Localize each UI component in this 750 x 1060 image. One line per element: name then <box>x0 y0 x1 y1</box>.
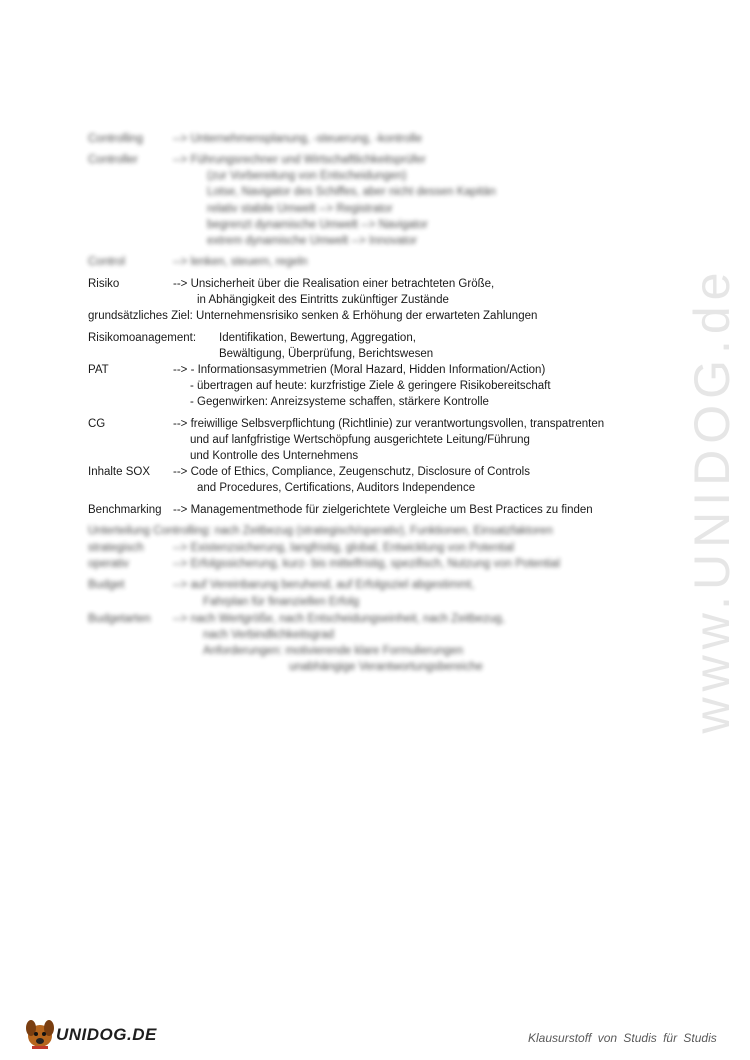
footer-tagline: Klausurstoff von Studis für Studis <box>528 1031 717 1045</box>
blurred-text: --> Existenzsicherung, langfristig, global, Entwicklung von Potential <box>173 542 515 554</box>
blurred-text: begrenzt dynamische Umwelt --> Navigator <box>207 219 428 231</box>
pat-line-2: - übertragen auf heute: kurzfristige Ziele & geringere Risikobereitschaft <box>190 380 551 392</box>
risiko-label: Risiko <box>88 278 120 290</box>
blurred-label: Controlling <box>88 133 143 145</box>
unidog-logo <box>22 1016 162 1050</box>
risiko-line-1: --> Unsicherheit über die Realisation einer betrachteten Größe, <box>173 278 495 290</box>
blurred-text: --> nach Wertgröße, nach Entscheidungseinheit, nach Zeitbezug, <box>173 613 505 625</box>
benchmarking-line-1: --> Managementmethode für zielgerichtete Vergleiche um Best Practices zu finden <box>173 504 593 516</box>
blurred-text: --> lenken, steuern, regeln <box>173 256 308 268</box>
blurred-text: Unterteilung Controlling: nach Zeitbezug (strategisch/operativ), Funktionen, Einsatzfaktoren <box>88 525 553 537</box>
pat-line-3: - Gegenwirken: Anreizsysteme schaffen, stärkere Kontrolle <box>190 396 489 408</box>
risiko-line-2: in Abhängigkeit des Eintritts zukünftiger Zustände <box>197 294 449 306</box>
pat-label: PAT <box>88 364 109 376</box>
cg-line-3: und Kontrolle des Unternehmens <box>190 450 359 462</box>
benchmarking-label: Benchmarking <box>88 504 162 516</box>
blurred-text: Fahrplan für finanziellen Erfolg <box>203 596 359 608</box>
blurred-text: --> Unternehmensplanung, -steuerung, -kontrolle <box>173 133 422 145</box>
rm-label: Risikomoanagement: <box>88 332 197 344</box>
blurred-text: Anforderungen: motivierende klare Formulierungen <box>203 645 464 657</box>
blurred-label: Budgetarten <box>88 613 151 625</box>
logo-text: UNIDOG.DE <box>56 1025 157 1044</box>
sox-line-1: --> Code of Ethics, Compliance, Zeugenschutz, Disclosure of Controls <box>173 466 530 478</box>
blurred-text: --> Führungsrechner und Wirtschaftlichkeitsprüfer <box>173 154 426 166</box>
blurred-text: nach Verbindlichkeitsgrad <box>203 629 335 641</box>
cg-line-2: und auf lanfgfristige Wertschöpfung ausgerichtete Leitung/Führung <box>190 434 530 446</box>
rm-line-2: Bewältigung, Überprüfung, Berichtswesen <box>219 348 434 360</box>
sox-label: Inhalte SOX <box>88 466 151 478</box>
sox-line-2: and Procedures, Certifications, Auditors Independence <box>197 482 476 494</box>
blurred-label: strategisch <box>88 542 144 554</box>
blurred-label: operativ <box>88 558 129 570</box>
blurred-label: Control <box>88 256 126 268</box>
blurred-text: unabhängige Verantwortungsbereiche <box>289 661 483 673</box>
cg-line-1: --> freiwillige Selbsverpflichtung (Richtlinie) zur verantwortungsvollen, transpatrenten <box>173 418 605 430</box>
blurred-text: extrem dynamische Umwelt --> Innovator <box>207 235 417 247</box>
blurred-label: Controller <box>88 154 138 166</box>
dog-mascot-icon <box>22 1016 58 1050</box>
blurred-text: relativ stabile Umwelt --> Registrator <box>207 203 393 215</box>
rm-line-1: Identifikation, Bewertung, Aggregation, <box>219 332 416 344</box>
risiko-goal: grundsätzliches Ziel: Unternehmensrisiko senken & Erhöhung der erwarteten Zahlungen <box>88 310 538 322</box>
pat-line-1: --> - Informationsasymmetrien (Moral Hazard, Hidden Information/Action) <box>173 364 546 376</box>
blurred-text: --> auf Vereinbarung beruhend, auf Erfolgsziel abgestimmt, <box>173 579 475 591</box>
blurred-text: Lotse, Navigator des Schiffes, aber nicht dessen Kapitän <box>207 186 496 198</box>
blurred-label: Budget <box>88 579 125 591</box>
cg-label: CG <box>88 418 106 430</box>
watermark: www.UNIDOG.de <box>684 266 740 734</box>
blurred-text: (zur Vorbereitung von Entscheidungen) <box>207 170 407 182</box>
blurred-text: --> Erfolgssicherung, kurz- bis mittelfristig, spezifisch, Nutzung von Potential <box>173 558 561 570</box>
